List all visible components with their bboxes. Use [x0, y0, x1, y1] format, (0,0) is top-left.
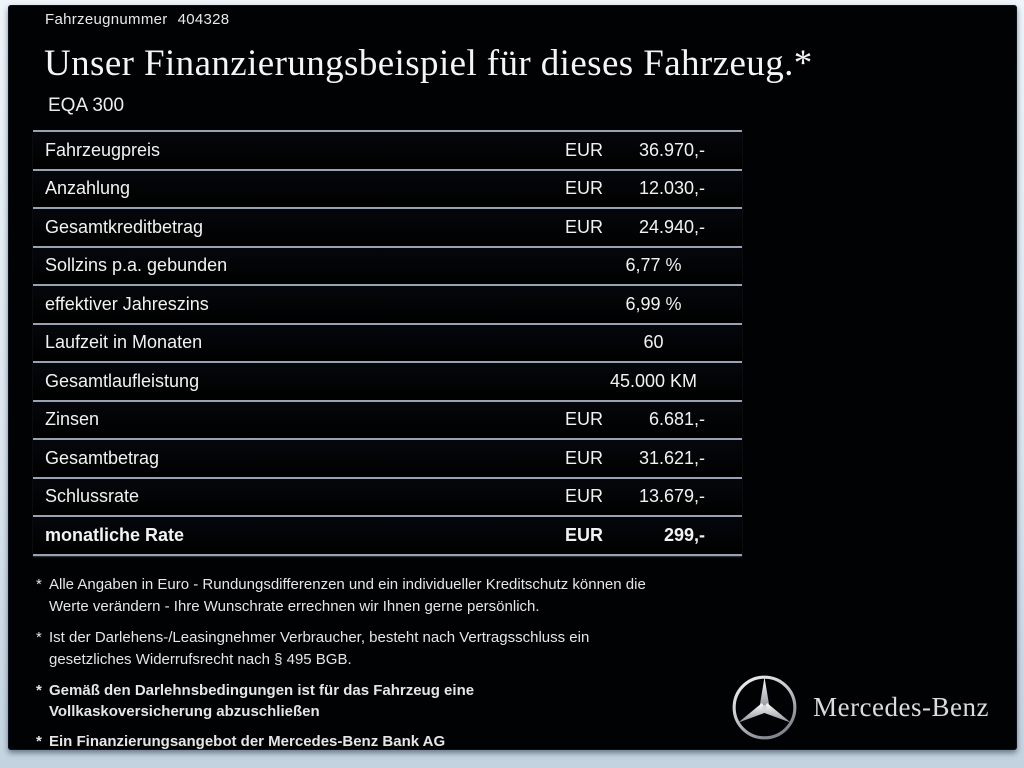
- asterisk-marker: *: [36, 628, 42, 646]
- table-row-laufzeit: [33, 325, 742, 364]
- amount: 45.000 KM: [609, 370, 698, 391]
- table-row-zinsen: [33, 402, 742, 441]
- footnote-line: Ist der Darlehens-/Leasingnehmer Verbraucher, besteht nach Vertragsschluss ein: [49, 628, 590, 646]
- table-row-effektiver-jahreszins: [33, 286, 742, 325]
- table-row-schlussrate: [33, 479, 742, 518]
- finance-table: [33, 130, 742, 556]
- table-row-gesamtlaufleistung: [33, 363, 742, 402]
- footnote-rounding-disclaimer: [36, 574, 1017, 618]
- currency-code: EUR: [565, 447, 604, 468]
- finance-offer-panel: [8, 5, 1017, 750]
- row-label: Zinsen: [45, 409, 100, 430]
- row-value: [565, 371, 742, 392]
- row-value: [565, 525, 742, 546]
- table-row-sollzins: [33, 248, 742, 287]
- currency-code: EUR: [565, 178, 604, 199]
- row-label: Gesamtkreditbetrag: [45, 216, 204, 237]
- row-value: [565, 409, 742, 430]
- row-value: [565, 448, 742, 469]
- row-label: effektiver Jahreszins: [45, 293, 209, 314]
- row-label: Schlussrate: [45, 486, 140, 507]
- amount: 6,99 %: [625, 293, 682, 314]
- amount: 12.030,-: [638, 178, 705, 199]
- mercedes-star-icon: [730, 673, 799, 742]
- row-value: [565, 255, 742, 276]
- footnote-line: Alle Angaben in Euro - Rundungsdifferenzen und ein individueller Kreditschutz können die: [49, 575, 646, 593]
- row-label: Fahrzeugpreis: [45, 139, 161, 160]
- footnote-line: Ein Finanzierungsangebot der Mercedes-Benz Bank AG: [49, 732, 446, 750]
- amount: 31.621,-: [638, 447, 705, 468]
- amount: 6.681,-: [648, 409, 705, 430]
- footnote-line: gesetzliches Widerrufsrecht nach § 495 BGB.: [49, 650, 352, 668]
- asterisk-marker: *: [36, 575, 42, 593]
- vehicle-number-value: 404328: [177, 11, 230, 28]
- amount: 13.679,-: [638, 486, 705, 507]
- model-name: EQA 300: [48, 95, 125, 116]
- table-row-gesamtbetrag: [33, 440, 742, 479]
- vehicle-number-label: Fahrzeugnummer: [45, 11, 168, 28]
- amount: 299,-: [663, 524, 705, 545]
- row-value: [565, 486, 742, 507]
- amount: 36.970,-: [638, 139, 705, 160]
- amount: 6,77 %: [625, 255, 682, 276]
- mercedes-benz-wordmark: Mercedes-Benz: [813, 692, 989, 722]
- row-value: [565, 217, 742, 238]
- currency-code: EUR: [565, 486, 604, 507]
- table-row-monatliche-rate: [33, 517, 742, 556]
- row-value: [565, 332, 742, 353]
- table-row-anzahlung: [33, 171, 742, 210]
- row-value: [565, 294, 742, 315]
- row-label: Gesamtbetrag: [45, 447, 160, 468]
- amount: 24.940,-: [638, 216, 705, 237]
- row-value: [565, 140, 742, 161]
- row-label: Laufzeit in Monaten: [45, 332, 203, 353]
- currency-code: EUR: [565, 139, 604, 160]
- row-label: Gesamtlaufleistung: [45, 370, 200, 391]
- asterisk-marker: *: [36, 732, 42, 750]
- currency-code: EUR: [565, 216, 604, 237]
- brand-area: [730, 673, 989, 742]
- amount: 60: [643, 332, 664, 353]
- row-label: Anzahlung: [45, 178, 131, 199]
- row-label: monatliche Rate: [45, 524, 185, 545]
- footnote-line: Werte verändern - Ihre Wunschrate errechnen wir Ihnen gerne persönlich.: [49, 597, 540, 615]
- footnote-line: Vollkaskoversicherung abzuschließen: [49, 702, 320, 720]
- currency-code: EUR: [565, 409, 604, 430]
- page-title: Unser Finanzierungsbeispiel für dieses Fahrzeug.*: [44, 43, 813, 84]
- table-row-fahrzeugpreis: [33, 132, 742, 171]
- footnote-line: Gemäß den Darlehnsbedingungen ist für das Fahrzeug eine: [49, 681, 475, 699]
- table-row-gesamtkreditbetrag: [33, 209, 742, 248]
- currency-code: EUR: [565, 524, 604, 545]
- asterisk-marker: *: [36, 681, 42, 699]
- row-value: [565, 178, 742, 199]
- footnote-widerrufsrecht: [36, 627, 1017, 671]
- vehicle-number: [45, 11, 1017, 28]
- row-label: Sollzins p.a. gebunden: [45, 255, 228, 276]
